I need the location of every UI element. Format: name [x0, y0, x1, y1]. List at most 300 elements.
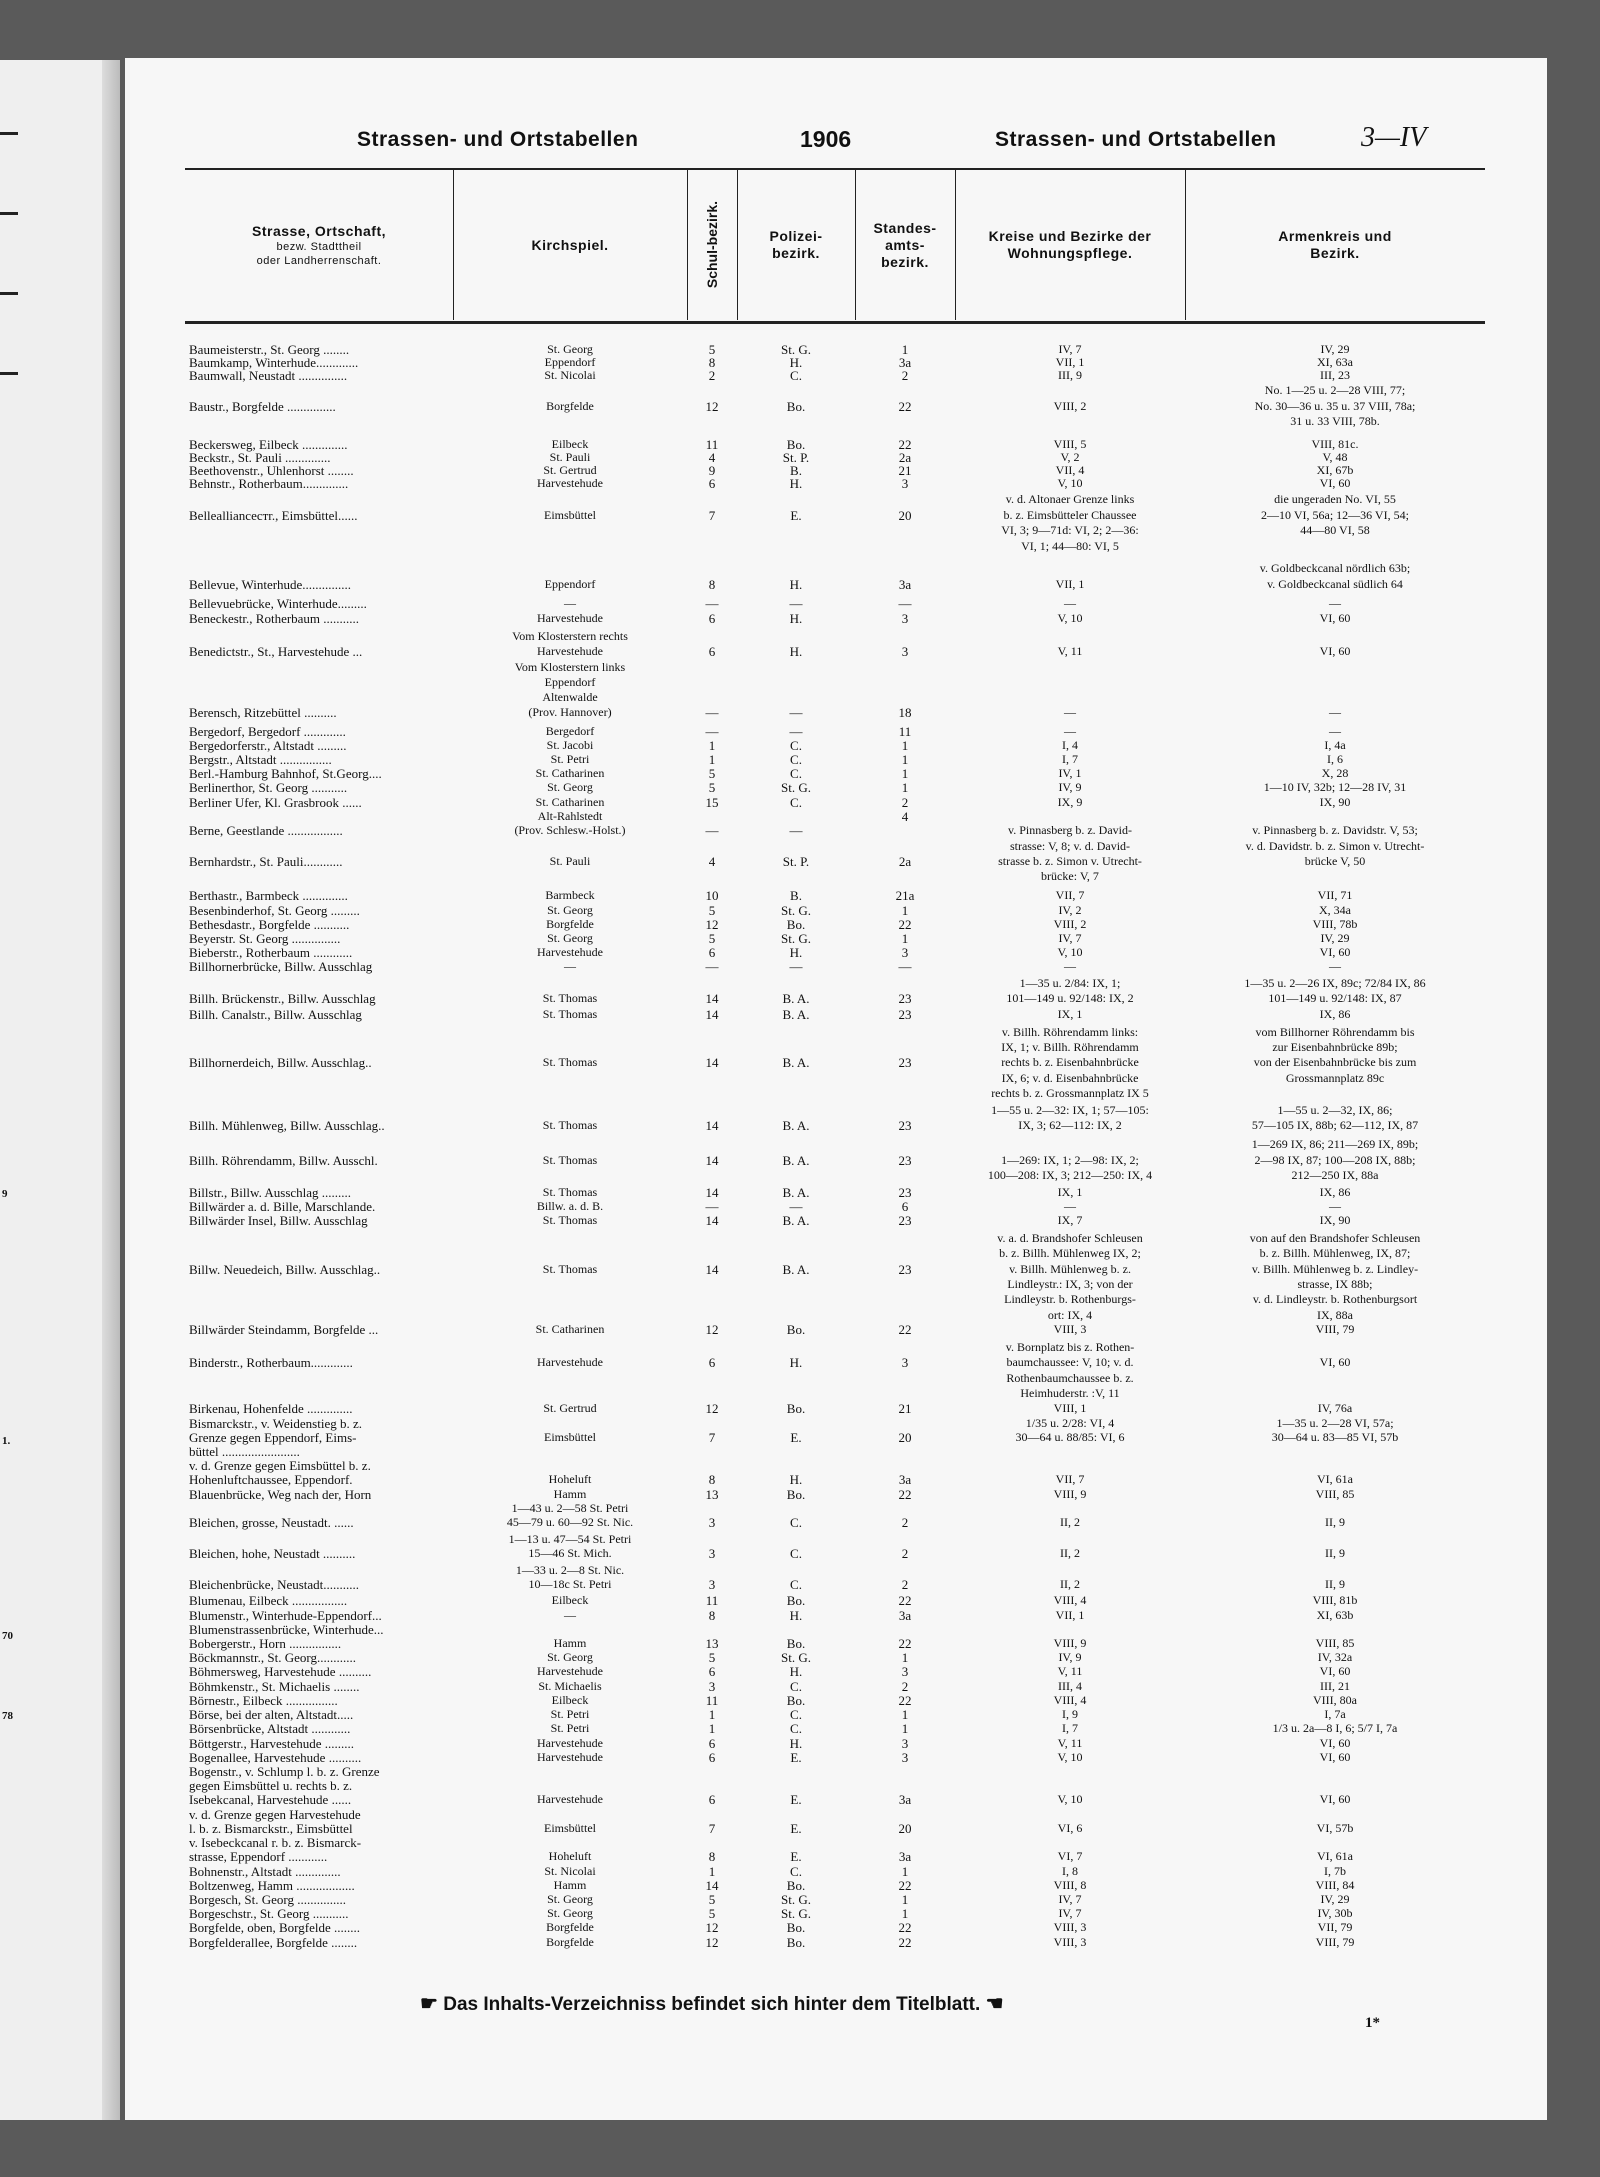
cell-armen: v. Billh. Mühlenweg b. z. Lindley- — [1251, 1262, 1419, 1276]
cell-kirchspiel: St. Georg — [547, 1650, 593, 1664]
cell-kirchspiel: St. Pauli — [549, 854, 591, 868]
cell-schulbezirk: 4 — [708, 854, 716, 869]
cell-armen: brücke V, 50 — [1304, 854, 1366, 868]
cell-strasse: Benedictstr., St., Harvestehude ... — [189, 644, 363, 659]
cell-standesamt: 2a — [898, 854, 912, 869]
cell-strasse: Baumwall, Neustadt ............... — [189, 368, 348, 383]
cell-armen: VIII, 79 — [1315, 1935, 1355, 1949]
cell-armen: 1—35 u. 2—28 VI, 57a; — [1276, 1416, 1394, 1430]
cell-polizei: E. — [790, 1792, 802, 1807]
cell-standesamt: 4 — [901, 809, 909, 824]
cell-standesamt: 1 — [901, 1864, 909, 1879]
cell-polizei: St. G. — [781, 1892, 811, 1907]
cell-kreise: VI, 6 — [1057, 1821, 1083, 1835]
cell-polizei: E. — [790, 1821, 802, 1836]
cell-strasse: Beethovenstr., Uhlenhorst ........ — [189, 463, 354, 478]
cell-strasse: Bernhardstr., St. Pauli............ — [189, 854, 343, 869]
cell-schulbezirk: 3 — [708, 1577, 716, 1592]
cell-kreise: V, 11 — [1057, 1736, 1083, 1750]
cell-armen: XI, 63a — [1317, 355, 1353, 369]
cell-schulbezirk: 5 — [708, 780, 716, 795]
cell-kreise: 1/35 u. 2/28: VI, 4 — [1025, 1416, 1115, 1430]
cell-strasse: Billh. Mühlenweg, Billw. Ausschlag.. — [189, 1118, 385, 1133]
cell-armen: IV, 32a — [1317, 1650, 1353, 1664]
cell-standesamt: 3a — [898, 1849, 912, 1864]
cell-kreise: III, 9 — [1058, 368, 1082, 382]
cell-kirchspiel: 10—18c St. Petri — [528, 1577, 612, 1591]
schulbezirk-header-label: Schul-bezirk. — [704, 201, 720, 289]
cell-kirchspiel: St. Georg — [547, 1892, 593, 1906]
cell-standesamt: 22 — [898, 1878, 912, 1893]
cell-schulbezirk: 5 — [708, 1650, 716, 1665]
cell-schulbezirk: 12 — [705, 399, 719, 414]
cell-kreise: brücke: V, 7 — [1041, 869, 1099, 883]
cell-kirchspiel: Eilbeck — [551, 1693, 589, 1707]
cell-polizei: H. — [789, 644, 803, 659]
cell-standesamt: 2 — [901, 1546, 909, 1561]
cell-armen: VII, 79 — [1317, 1920, 1353, 1934]
cell-kirchspiel: St. Thomas — [542, 1213, 598, 1227]
cell-kreise: Rothenbaumchaussee b. z. — [1006, 1371, 1134, 1385]
cell-kreise: V, 10 — [1057, 1792, 1083, 1806]
cell-kirchspiel: St. Thomas — [542, 1185, 598, 1199]
cell-strasse: Bleichenbrücke, Neustadt........... — [189, 1577, 360, 1592]
cell-kreise: V, 10 — [1057, 611, 1083, 625]
cell-schulbezirk: 11 — [705, 437, 719, 452]
cell-armen: von auf den Brandshofer Schleusen — [1249, 1231, 1421, 1245]
cell-standesamt: 3a — [898, 1472, 912, 1487]
cell-standesamt: 3 — [901, 1664, 909, 1679]
margin-rule — [0, 212, 18, 215]
cell-strasse: Bellevuebrücke, Winterhude......... — [189, 596, 367, 611]
cell-kreise: ort: IX, 4 — [1047, 1308, 1093, 1322]
cell-kreise: — — [1064, 1199, 1076, 1213]
cell-kirchspiel: St. Thomas — [542, 1118, 598, 1132]
cell-kreise: I, 7 — [1062, 752, 1078, 766]
cell-standesamt: 1 — [901, 1906, 909, 1921]
footer-text: Das Inhalts-Verzeichniss befindet sich hinter dem Titelblatt. — [443, 1994, 981, 2015]
cell-kreise: III, 4 — [1058, 1679, 1082, 1693]
document-page — [125, 58, 1547, 2120]
cell-polizei: H. — [789, 1472, 803, 1487]
cell-armen: VIII, 84 — [1315, 1878, 1355, 1892]
cell-standesamt: 23 — [898, 1153, 912, 1168]
cell-strasse: Böhmersweg, Harvestehude .......... — [189, 1664, 372, 1679]
cell-kreise: v. Billh. Mühlenweg b. z. — [1009, 1262, 1131, 1276]
cell-strasse: gegen Eimsbüttel u. rechts b. z. — [189, 1778, 353, 1793]
cell-strasse: Borgeschstr., St. Georg ........... — [189, 1906, 349, 1921]
cell-standesamt: 3 — [901, 611, 909, 626]
cell-schulbezirk: 11 — [705, 1693, 719, 1708]
cell-kirchspiel: — — [564, 959, 576, 973]
cell-kirchspiel: Hamm — [553, 1487, 587, 1501]
cell-kreise: IV, 2 — [1058, 903, 1082, 917]
cell-strasse: l. b. z. Bismarckstr., Eimsbüttel — [189, 1821, 353, 1836]
cell-armen: VI, 60 — [1319, 1664, 1351, 1678]
cell-kreise: VIII, 4 — [1053, 1693, 1087, 1707]
cell-armen: IX, 90 — [1319, 795, 1351, 809]
cell-armen: VIII, 78b — [1312, 917, 1358, 931]
cell-polizei: E. — [790, 1849, 802, 1864]
column-header-armen — [1185, 170, 1485, 320]
cell-armen: IX, 88a — [1317, 1308, 1353, 1322]
cell-kirchspiel: Eppendorf — [544, 355, 596, 369]
cell-kreise: — — [1064, 596, 1076, 610]
margin-rule — [0, 372, 18, 375]
cell-standesamt: 1 — [901, 752, 909, 767]
polizei-header-label: Polizei-bezirk. — [769, 228, 823, 261]
cell-standesamt: 3 — [901, 945, 909, 960]
cell-standesamt: 1 — [901, 1892, 909, 1907]
cell-kreise: IX, 6; v. d. Eisenbahnbrücke — [1001, 1071, 1139, 1085]
cell-kreise: Lindleystr.: IX, 3; von der — [1007, 1277, 1133, 1291]
cell-kirchspiel: St. Nicolai — [544, 368, 596, 382]
cell-schulbezirk: 6 — [708, 1792, 716, 1807]
cell-armen: VIII, 81b — [1312, 1593, 1358, 1607]
cell-armen: VI, 60 — [1319, 476, 1351, 490]
cell-armen: 31 u. 33 VIII, 78b. — [1290, 414, 1380, 428]
cell-armen: No. 30—36 u. 35 u. 37 VIII, 78a; — [1254, 399, 1416, 413]
cell-schulbezirk: 14 — [705, 1185, 719, 1200]
cell-kirchspiel: St. Thomas — [542, 1262, 598, 1276]
cell-armen: VI, 60 — [1319, 1792, 1351, 1806]
column-header-polizei — [737, 170, 856, 320]
cell-strasse: Berensch, Ritzebüttel .......... — [189, 705, 337, 720]
cell-kreise: VII, 1 — [1055, 1608, 1085, 1622]
cell-polizei: B. A. — [782, 1213, 810, 1228]
cell-polizei: Bo. — [786, 917, 806, 932]
cell-kirchspiel: 1—13 u. 47—54 St. Petri — [508, 1532, 632, 1546]
cell-schulbezirk: 13 — [705, 1636, 719, 1651]
cell-schulbezirk: 13 — [705, 1487, 719, 1502]
cell-polizei: C. — [790, 1679, 802, 1694]
column-header-kirchspiel — [453, 170, 688, 320]
cell-schulbezirk: 5 — [708, 342, 716, 357]
cell-kirchspiel: St. Georg — [547, 1906, 593, 1920]
cell-schulbezirk: 12 — [705, 1401, 719, 1416]
cell-polizei: B. — [790, 463, 802, 478]
cell-strasse: Blauenbrücke, Weg nach der, Horn — [189, 1487, 372, 1502]
cell-strasse: Berliner Ufer, Kl. Grasbrook ...... — [189, 795, 362, 810]
cell-kirchspiel: Borgfelde — [546, 917, 594, 931]
cell-standesamt: 23 — [898, 1118, 912, 1133]
cell-kreise: 1—55 u. 2—32: IX, 1; 57—105: — [991, 1103, 1149, 1117]
cell-strasse: Belleallianceстr., Eimsbüttel...... — [189, 508, 358, 523]
cell-armen: IX, 86 — [1319, 1007, 1351, 1021]
cell-strasse: Borgesch, St. Georg ............... — [189, 1892, 346, 1907]
cell-armen: I, 7b — [1324, 1864, 1346, 1878]
cell-kreise: v. d. Altonaer Grenze links — [1005, 492, 1135, 506]
cell-strasse: Bleichen, hohe, Neustadt .......... — [189, 1546, 356, 1561]
cell-standesamt: 3a — [898, 1792, 912, 1807]
cell-kreise: II, 2 — [1060, 1577, 1080, 1591]
cell-kirchspiel: Vom Klosterstern rechts — [512, 629, 628, 643]
cell-schulbezirk: 14 — [705, 1153, 719, 1168]
cell-armen: von der Eisenbahnbrücke bis zum — [1253, 1055, 1417, 1069]
cell-kreise: IX, 7 — [1057, 1213, 1083, 1227]
cell-polizei: Bo. — [786, 1487, 806, 1502]
cell-kirchspiel: St. Petri — [550, 752, 590, 766]
cell-schulbezirk: 8 — [708, 355, 716, 370]
cell-kreise: 101—149 u. 92/148: IX, 2 — [1006, 991, 1134, 1005]
cell-strasse: Billhornerdeich, Billw. Ausschlag.. — [189, 1055, 372, 1070]
cell-armen: VI, 61a — [1317, 1472, 1353, 1486]
cell-polizei: St. G. — [781, 931, 811, 946]
cell-kreise: rechts b. z. Eisenbahnbrücke — [1001, 1055, 1139, 1069]
cell-standesamt: 22 — [898, 1593, 912, 1608]
cell-polizei: C. — [790, 738, 802, 753]
cell-armen: 212—250 IX, 88a — [1291, 1168, 1379, 1182]
cell-schulbezirk: 6 — [708, 476, 716, 491]
cell-kirchspiel: Hamm — [553, 1636, 587, 1650]
cell-standesamt: 3a — [898, 1608, 912, 1623]
cell-kreise: IV, 7 — [1058, 931, 1082, 945]
standesamt-header-label: Standes-amts-bezirk. — [873, 219, 937, 270]
cell-kreise: VI, 7 — [1057, 1849, 1083, 1863]
cell-strasse: Beckstr., St. Pauli .............. — [189, 450, 331, 465]
cell-kirchspiel: St. Petri — [550, 1707, 590, 1721]
cell-strasse: Berl.-Hamburg Bahnhof, St.Georg.... — [189, 766, 382, 781]
cell-kirchspiel: Hamm — [553, 1878, 587, 1892]
cell-kreise: II, 2 — [1060, 1515, 1080, 1529]
cell-kirchspiel: (Prov. Schlesw.-Holst.) — [514, 823, 626, 837]
cell-strasse: Billh. Canalstr., Billw. Ausschlag — [189, 1007, 362, 1022]
cell-armen: 1—10 IV, 32b; 12—28 IV, 31 — [1263, 780, 1407, 794]
cell-schulbezirk: — — [705, 724, 719, 739]
cell-schulbezirk: — — [705, 705, 719, 720]
cell-kreise: VII, 7 — [1055, 888, 1085, 902]
cell-schulbezirk: 12 — [705, 1935, 719, 1950]
cell-standesamt: 3 — [901, 1355, 909, 1370]
cell-strasse: Bellevue, Winterhude............... — [189, 577, 352, 592]
cell-kreise: VII, 7 — [1055, 1472, 1085, 1486]
cell-polizei: — — [789, 724, 803, 739]
cell-armen: IV, 76a — [1317, 1401, 1353, 1415]
cell-kreise: IV, 7 — [1058, 1906, 1082, 1920]
cell-kreise: IX, 1; v. Billh. Röhrendamm — [1001, 1040, 1139, 1054]
cell-standesamt: 22 — [898, 1935, 912, 1950]
cell-kreise: V, 10 — [1057, 1750, 1083, 1764]
strasse-header-sub1: bezw. Stadttheil — [276, 240, 362, 253]
cell-schulbezirk: 5 — [708, 1892, 716, 1907]
cell-strasse: Böckmannstr., St. Georg............ — [189, 1650, 356, 1665]
cell-kirchspiel: Harvestehude — [537, 611, 603, 625]
cell-strasse: Boltzenweg, Hamm .................. — [189, 1878, 355, 1893]
cell-armen: II, 9 — [1325, 1515, 1345, 1529]
cell-strasse: büttel ........................ — [189, 1444, 300, 1459]
cell-standesamt: 3 — [901, 644, 909, 659]
cell-strasse: strasse, Eppendorf ............ — [189, 1849, 328, 1864]
margin-rule — [0, 292, 18, 295]
cell-armen: I, 4a — [1324, 738, 1346, 752]
cell-schulbezirk: 5 — [708, 903, 716, 918]
cell-armen: 1/3 u. 2a—8 I, 6; 5/7 I, 7a — [1272, 1721, 1398, 1735]
cell-kreise: VIII, 5 — [1053, 437, 1087, 451]
cell-kreise: V, 10 — [1057, 476, 1083, 490]
cell-armen: VII, 71 — [1317, 888, 1353, 902]
cell-kreise: II, 2 — [1060, 1546, 1080, 1560]
cell-kreise: IV, 1 — [1058, 766, 1082, 780]
cell-armen: zur Eisenbahnbrücke 89b; — [1272, 1040, 1398, 1054]
cell-polizei: B. A. — [782, 1185, 810, 1200]
book-gutter — [102, 60, 120, 2120]
strasse-header-sub2: oder Landherrenschaft. — [256, 254, 382, 267]
table-column-headers — [185, 170, 1485, 320]
cell-kirchspiel: St. Catharinen — [535, 766, 605, 780]
cell-kirchspiel: St. Gertrud — [543, 1401, 597, 1415]
cell-polizei: St. G. — [781, 780, 811, 795]
cell-polizei: C. — [790, 766, 802, 781]
cell-kirchspiel: Eilbeck — [551, 1593, 589, 1607]
cell-schulbezirk: 7 — [708, 1430, 716, 1445]
cell-polizei: Bo. — [786, 1920, 806, 1935]
cell-armen: 57—105 IX, 88b; 62—112, IX, 87 — [1251, 1118, 1419, 1132]
cell-polizei: St. G. — [781, 903, 811, 918]
cell-kirchspiel: Harvestehude — [537, 1792, 603, 1806]
cell-kirchspiel: Hoheluft — [548, 1472, 592, 1486]
cell-kreise: VIII, 3 — [1053, 1935, 1087, 1949]
cell-standesamt: 2 — [901, 795, 909, 810]
cell-schulbezirk: 6 — [708, 1664, 716, 1679]
cell-armen: XI, 67b — [1316, 463, 1354, 477]
cell-armen: 2—10 VI, 56a; 12—36 VI, 54; — [1261, 508, 1409, 522]
cell-kreise: VIII, 3 — [1053, 1920, 1087, 1934]
cell-polizei: H. — [789, 476, 803, 491]
cell-polizei: H. — [789, 1355, 803, 1370]
cell-kirchspiel: 1—43 u. 2—58 St. Petri — [511, 1501, 629, 1515]
margin-mark: 78 — [2, 1710, 13, 1722]
cell-schulbezirk: 3 — [708, 1546, 716, 1561]
cell-kreise: v. Pinnasberg b. z. David- — [1008, 823, 1132, 837]
cell-standesamt: 22 — [898, 1693, 912, 1708]
kirchspiel-header-label: Kirchspiel. — [531, 236, 609, 253]
cell-standesamt: 22 — [898, 1636, 912, 1651]
cell-armen: IV, 29 — [1320, 931, 1350, 945]
cell-armen: II, 9 — [1325, 1577, 1345, 1591]
cell-kirchspiel: Borgfelde — [546, 399, 594, 413]
cell-strasse: Blumenau, Eilbeck ................. — [189, 1593, 348, 1608]
cell-schulbezirk: 5 — [708, 931, 716, 946]
cell-kreise: v. Bornplatz bis z. Rothen- — [1005, 1340, 1135, 1354]
cell-armen: — — [1329, 705, 1341, 719]
cell-strasse: Borgfelde, oben, Borgfelde ........ — [189, 1920, 361, 1935]
column-header-schulbezirk — [687, 170, 738, 320]
cell-kirchspiel: St. Thomas — [542, 1055, 598, 1069]
cell-standesamt: 1 — [901, 931, 909, 946]
cell-schulbezirk: 1 — [708, 1864, 716, 1879]
cell-schulbezirk: — — [705, 1199, 719, 1214]
cell-kirchspiel: Harvestehude — [537, 1355, 603, 1369]
cell-strasse: Birkenau, Hohenfelde .............. — [189, 1401, 353, 1416]
cell-strasse: Berlinerthor, St. Georg ........... — [189, 780, 348, 795]
cell-schulbezirk: 14 — [705, 1878, 719, 1893]
cell-standesamt: 21a — [895, 888, 915, 903]
cell-standesamt: 1 — [901, 1707, 909, 1722]
cell-armen: v. d. Davidstr. b. z. Simon v. Utrecht- — [1245, 839, 1425, 853]
cell-kreise: v. Billh. Röhrendamm links: — [1001, 1025, 1139, 1039]
cell-strasse: Grenze gegen Eppendorf, Eims- — [189, 1430, 357, 1445]
cell-polizei: — — [789, 959, 803, 974]
cell-polizei: C. — [790, 752, 802, 767]
cell-standesamt: 22 — [898, 917, 912, 932]
cell-armen: v. Goldbeckcanal nördlich 63b; — [1259, 561, 1411, 575]
cell-polizei: C. — [790, 1707, 802, 1722]
cell-standesamt: 3a — [898, 355, 912, 370]
cell-kirchspiel: St. Thomas — [542, 1007, 598, 1021]
cell-armen: — — [1329, 959, 1341, 973]
cell-armen: VI, 60 — [1319, 611, 1351, 625]
cell-armen: 2—98 IX, 87; 100—208 IX, 88b; — [1254, 1153, 1416, 1167]
cell-armen: VIII, 79 — [1315, 1322, 1355, 1336]
cell-schulbezirk: 1 — [708, 1721, 716, 1736]
cell-armen: v. d. Lindleystr. b. Rothenburgsort — [1252, 1292, 1418, 1306]
cell-kreise: IX, 1 — [1057, 1007, 1083, 1021]
cell-kreise: VII, 1 — [1055, 355, 1085, 369]
cell-polizei: B. A. — [782, 1118, 810, 1133]
cell-schulbezirk: 6 — [708, 644, 716, 659]
cell-armen: — — [1329, 724, 1341, 738]
left-page-marks — [0, 60, 40, 2120]
cell-schulbezirk: 8 — [708, 1608, 716, 1623]
margin-mark: 9 — [2, 1188, 8, 1200]
kreise-header-label: Kreise und Bezirke der Wohnungspflege. — [988, 228, 1152, 261]
cell-kirchspiel: St. Thomas — [542, 991, 598, 1005]
cell-schulbezirk: 5 — [708, 766, 716, 781]
cell-kreise: I, 4 — [1062, 738, 1078, 752]
cell-armen: X, 34a — [1319, 903, 1351, 917]
cell-strasse: Bogenallee, Harvestehude .......... — [189, 1750, 362, 1765]
cell-kirchspiel: St. Catharinen — [535, 795, 605, 809]
cell-kreise: IV, 7 — [1058, 342, 1082, 356]
cell-kirchspiel: St. Georg — [547, 342, 593, 356]
cell-kirchspiel: Eimsbüttel — [544, 1821, 596, 1835]
cell-strasse: Börse, bei der alten, Altstadt..... — [189, 1707, 354, 1722]
cell-schulbezirk: 12 — [705, 1322, 719, 1337]
cell-polizei: Bo. — [786, 1693, 806, 1708]
armen-header-label: Armenkreis und Bezirk. — [1278, 228, 1392, 261]
cell-kirchspiel: St. Pauli — [549, 450, 591, 464]
header-left-title: Strassen- und Ortstabellen — [357, 128, 639, 151]
margin-rule — [0, 132, 18, 135]
cell-kirchspiel: Harvestehude — [537, 945, 603, 959]
cell-schulbezirk: 1 — [708, 738, 716, 753]
cell-kreise: 100—208: IX, 3; 212—250: IX, 4 — [987, 1168, 1153, 1182]
cell-standesamt: 23 — [898, 1185, 912, 1200]
cell-armen: VIII, 85 — [1315, 1487, 1355, 1501]
cell-kreise: IX, 9 — [1057, 795, 1083, 809]
cell-armen: VI, 60 — [1319, 1355, 1351, 1369]
cell-polizei: C. — [790, 1515, 802, 1530]
cell-kirchspiel: Harvestehude — [537, 1736, 603, 1750]
cell-kirchspiel: Barmbeck — [545, 888, 595, 902]
cell-polizei: H. — [789, 355, 803, 370]
cell-polizei: E. — [790, 1750, 802, 1765]
cell-polizei: Bo. — [786, 1878, 806, 1893]
cell-standesamt: 3 — [901, 1736, 909, 1751]
cell-strasse: Isebekcanal, Harvestehude ...... — [189, 1792, 352, 1807]
cell-kirchspiel: Billw. a. d. B. — [536, 1199, 604, 1213]
cell-standesamt: 22 — [898, 1322, 912, 1337]
cell-polizei: C. — [790, 1864, 802, 1879]
cell-strasse: Borgfelderallee, Borgfelde ........ — [189, 1935, 358, 1950]
cell-strasse: Bethesdastr., Borgfelde ........... — [189, 917, 350, 932]
cell-strasse: Billwärder Insel, Billw. Ausschlag — [189, 1213, 368, 1228]
cell-strasse: Billstr., Billw. Ausschlag ......... — [189, 1185, 352, 1200]
cell-kirchspiel: Vom Klosterstern links — [514, 660, 626, 674]
cell-strasse: Baumkamp, Winterhude............. — [189, 355, 359, 370]
cell-kirchspiel: Harvestehude — [537, 476, 603, 490]
cell-kreise: IV, 9 — [1058, 780, 1082, 794]
